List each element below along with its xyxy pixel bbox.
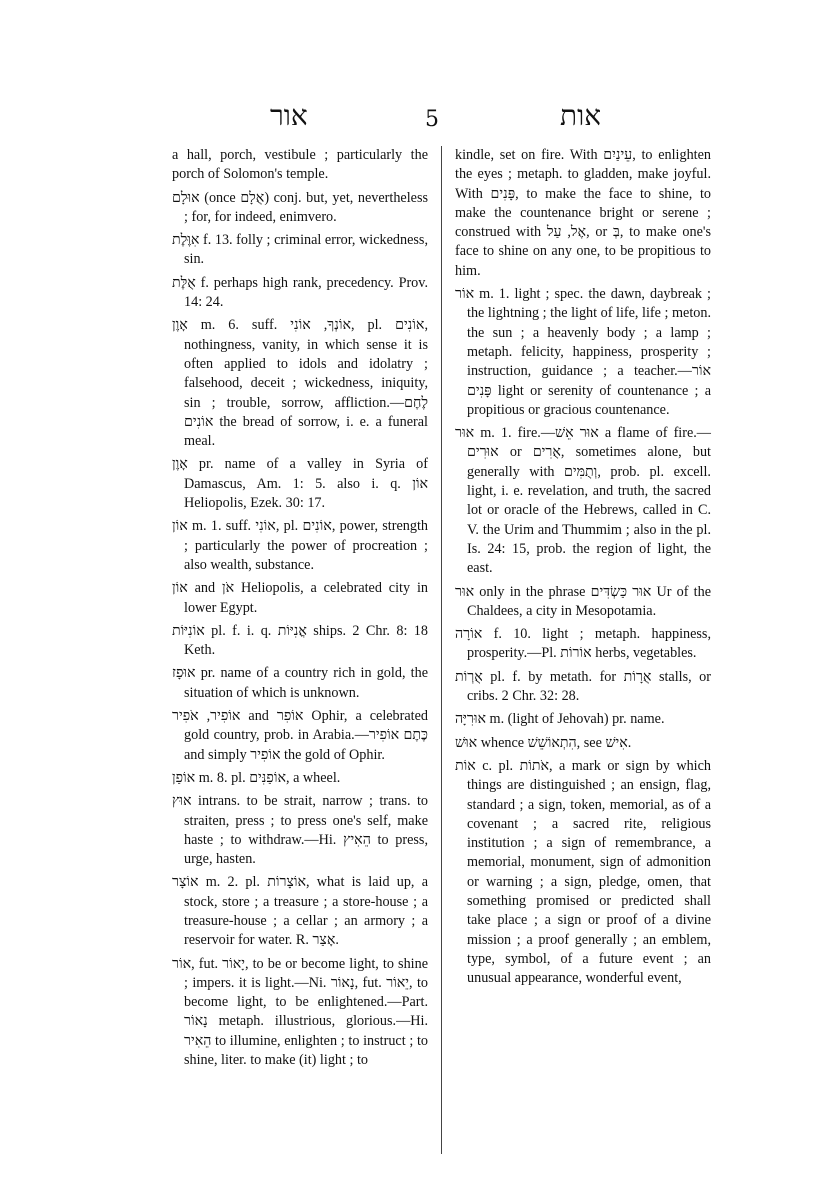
left-column <box>172 146 428 1074</box>
dictionary-entry: אוֹת c. pl. אֹתוֹת, a mark or sign by which things are distinguished ; an ensign, flag, standard ; a sign, token, memorial, as of a covenant ; a sacred rite, religious institution ; a sign of remembrance, a memorial, monument, sign of admonition or warning ; a sign, pledge, omen, that something promised or predicted shall take place ; a sign or proof of a divine mission ; a proof generally ; an emblem, type, symbol, of a future event ; an unusual appearance, wonderful event, <box>455 757 711 987</box>
right-column <box>455 146 711 992</box>
running-head-left: אור <box>270 99 308 132</box>
dictionary-entry: אוּץ intrans. to be strait, narrow ; trans. to straiten, press ; to press one's self, make haste ; to withdraw.—Hi. הֵאִיץ to press, urge, hasten. <box>172 793 428 868</box>
dictionary-entry: אוּר only in the phrase אוּר כַּשְׂדִּים Ur of the Chaldees, a city in Mesopotamia. <box>455 583 711 619</box>
column-divider <box>441 146 442 1154</box>
page-number: 5 <box>425 107 439 132</box>
dictionary-entry: אוֹפַן m. 8. pl. אוֹפַנִּים, a wheel. <box>172 769 341 786</box>
running-head-right: אות <box>560 99 602 132</box>
dictionary-entry: אָוֶן pr. name of a valley in Syria of Damascus, Am. 1: 5. also i. q. אוֹן Heliopolis, Ezek. 30: 17. <box>172 456 428 512</box>
dictionary-entry: אוֹר, fut. יָאוֹר, to be or become light, to shine ; impers. it is light.—Ni. נָאוֹר, fut. יֵאוֹר, to become light, to be enlightened.—Part. נָאוֹר metaph. illustrious, glorious.—Hi. הֵאִיר to illumine, enlighten ; to instruct ; to shine, liter. to make (it) light ; to <box>172 955 428 1069</box>
dictionary-entry: אוּר m. 1. fire.—אוּר אֵשׁ a flame of fire.—אוּרִים or אֻרִים, sometimes alone, but generally with וְתֻמִּים, prob. pl. excell. light, i. e. revelation, and truth, the sacred lot or oracle of the Hebrews, called in C. V. the Urim and Thummim ; also in the pl. Is. 24: 15, prob. the region of light, the east. <box>455 425 711 577</box>
dictionary-entry: אָוֶן m. 6. suff. אוֹנְךָ, אוֹנִי, pl. אוֹנִים, nothingness, vanity, in which sense it is often applied to idols and idolatry ; falsehood, deceit ; wickedness, iniquity, sin ; trouble, sorrow, affliction.—לֶחֶם אוֹנִים the bread of sorrow, i. e. a funeral meal. <box>172 317 428 450</box>
dictionary-entry: אוֹפִיר, אֹפִיר and אוֹפִר Ophir, a celebrated gold country, prob. in Arabia.—כֶּתֶם אוֹפִיר and simply אוֹפִיר the gold of Ophir. <box>172 708 428 763</box>
dictionary-entry: אוֹרָה f. 10. light ; metaph. happiness, prosperity.—Pl. אוֹרוֹת herbs, vegetables. <box>455 626 711 662</box>
dictionary-entry: אֻלֶּת f. perhaps high rank, precedency. Prov. 14: 24. <box>172 274 428 311</box>
dictionary-entry: אוּרִיָּה m. (light of Jehovah) pr. name. <box>455 711 665 728</box>
dictionary-entry: אִוֶּלֶת f. 13. folly ; criminal error, wickedness, sin. <box>172 232 428 268</box>
dictionary-entry: אוּפָז pr. name of a country rich in gold, the situation of which is unknown. <box>172 665 428 701</box>
dictionary-entry: אוֹן and אֹן Heliopolis, a celebrated city in lower Egypt. <box>172 580 428 616</box>
dictionary-entry: a hall, porch, vestibule ; particularly the porch of Solomon's temple. <box>172 147 428 183</box>
dictionary-entry: אוֹן m. 1. suff. אוֹנִי, pl. אוֹנִים, power, strength ; particularly the power of procreation ; also wealth, substance. <box>172 518 428 573</box>
dictionary-entry: אֻרְוֹת pl. f. by metath. for אֻרָוֹת stalls, or cribs. 2 Chr. 32: 28. <box>455 668 711 705</box>
dictionary-entry: אוֹצָר m. 2. pl. אוֹצָרוֹת, what is laid up, a stock, store ; a treasure ; a store-house ; a treasure-house ; a cellar ; an armory ; a reservoir for water. R. אָצַר. <box>172 874 428 949</box>
dictionary-entry: אוֹנִיּוֹת pl. f. i. q. אֳנִיּוֹת ships. 2 Chr. 8: 18 Keth. <box>172 622 428 659</box>
dictionary-entry: אוֹר m. 1. light ; spec. the dawn, daybreak ; the lightning ; the light of life, life ; meton. the sun ; a heavenly body ; a lamp ; metaph. felicity, happiness, prosperity ; instruction, guidance ; a teacher.—אוֹר פָּנִים light or serenity of countenance ; a propitious or gracious countenance. <box>455 286 711 418</box>
dictionary-entry: אוּשׁ whence הִתְאוֹשֵׁשׁ, see אִישׁ. <box>455 734 632 751</box>
dictionary-entry: אוּלָם (once אֻלָם) conj. but, yet, nevertheless ; for, for indeed, enimvero. <box>172 189 429 225</box>
dictionary-entry: kindle, set on fire. With עֵינַיִם, to enlighten the eyes ; metaph. to gladden, make joyful. With פָּנִים, to make the face to shine, to make the countenance bright or serene ; construed with אֶל, עַל, or בְּ, to make one's face to shine on any one, to be propitious to him. <box>455 147 711 279</box>
